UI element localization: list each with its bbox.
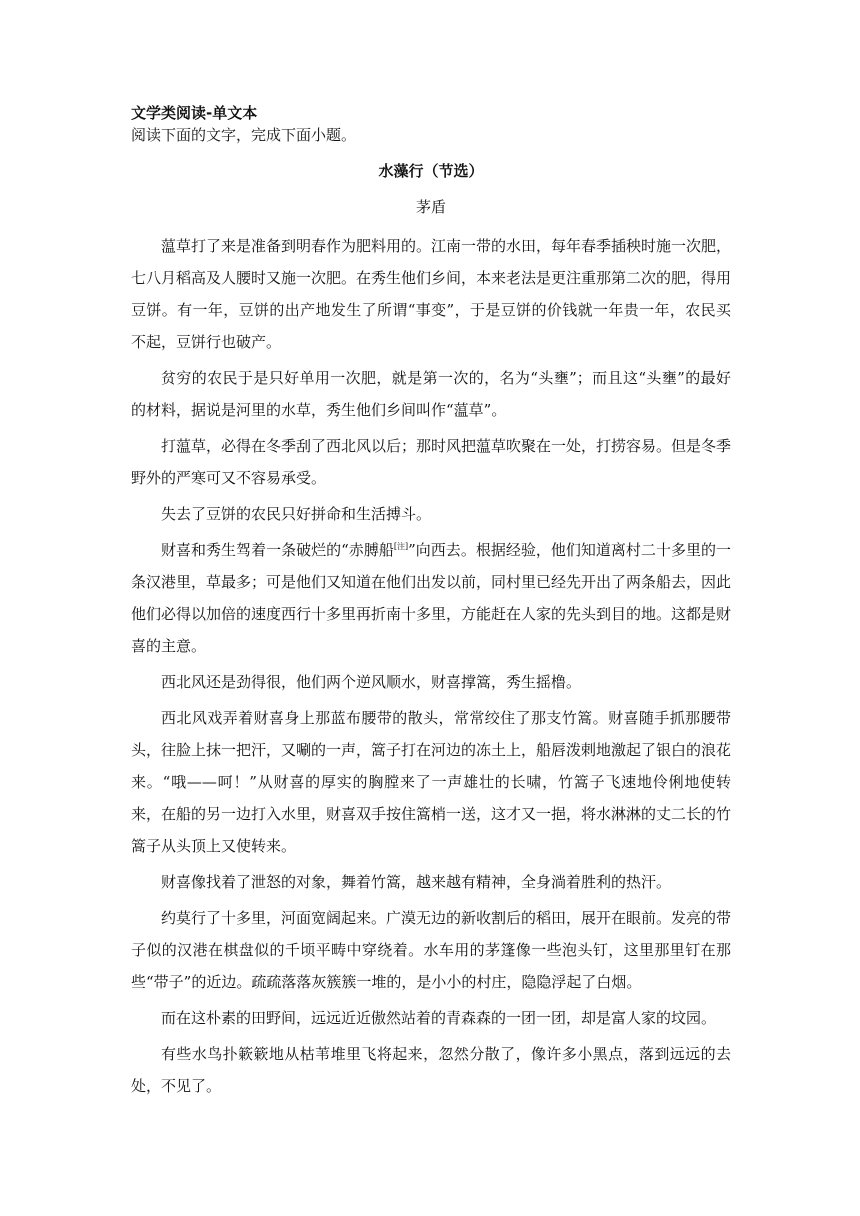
paragraph: 贫穷的农民于是只好单用一次肥，就是第一次的，名为“头壅”；而且这“头壅”的最好的材料，据说是河里的水草，秀生他们乡间叫作“蕰草”。 xyxy=(131,369,731,419)
paragraph-text: ”向西去。根据经验，他们知道离村二十多里的一条汉港里，草最多；可是他们又知道在他们出发以前，同村里已经先开出了两条船去，因此他们必得以加倍的速度西行十多里再折南十多里，方能赶在人家的先头到目的地。这都是财喜的主意。 xyxy=(131,541,732,655)
paragraph: 而在这朴素的田野间，远远近近傲然站着的青森森的一团一团，却是富人家的坟园。 xyxy=(161,1009,717,1027)
paragraph-with-note xyxy=(131,534,731,662)
article-title: 水藻行（节选） xyxy=(378,162,484,180)
paragraph: 西北风还是劲得很，他们两个逆风顺水，财喜撑篙，秀生摇橹。 xyxy=(161,673,582,691)
paragraph: 约莫行了十多里，河面宽阔起来。广漠无边的新收割后的稻田，展开在眼前。发亮的带子似的汉港在棋盘似的千顷平畴中穿绕着。水车用的茅篷像一些泡头钉，这里那里钉在那些“带子”的近边。疏疏落落灰簇簇一堆的，是小小的村庄，隐隐浮起了白烟。 xyxy=(131,909,732,991)
paragraph-text: 财喜和秀生驾着一条破烂的“赤膊船 xyxy=(161,541,394,559)
paragraph: 西北风戏弄着财喜身上那蓝布腰带的散头，常常绞住了那支竹篙。财喜随手抓那腰带头，往脸上抹一把汗，又唰的一声，篙子打在河边的冻土上，船唇泼剌地激起了银白的浪花来。“哦——呵！”从财喜的厚实的胸膛来了一声雄壮的长啸，竹篙子飞速地伶俐地使转来，在船的另一边打入水里，财喜双手按住篙梢一送，这才又一挹，将水淋淋的丈二长的竹篙子从头顶上又使转来。 xyxy=(131,709,732,855)
paragraph: 财喜像找着了泄怒的对象，舞着竹篙，越来越有精神，全身淌着胜利的热汗。 xyxy=(161,873,672,891)
instruction-text: 阅读下面的文字，完成下面小题。 xyxy=(131,126,357,144)
document-page xyxy=(131,102,731,1106)
section-heading: 文学类阅读-单文本 xyxy=(131,104,258,122)
paragraph: 打蕰草，必得在冬季刮了西北风以后；那时风把蕰草吹聚在一处，打捞容易。但是冬季野外的严寒可又不容易承受。 xyxy=(131,437,732,487)
article-author: 茅盾 xyxy=(415,198,446,216)
paragraph: 有些水鸟扑簌簌地从枯苇堆里飞将起来，忽然分散了，像许多小黑点，落到远远的去处，不见了。 xyxy=(131,1045,731,1095)
footnote-reference[interactable]: [注] xyxy=(393,542,409,551)
paragraph: 失去了豆饼的农民只好拼命和生活搏斗。 xyxy=(161,505,432,523)
paragraph: 蕰草打了来是准备到明春作为肥料用的。江南一带的水田，每年春季插秧时施一次肥，七八月稻高及人腰时又施一次肥。在秀生他们乡间，本来老法是更注重那第二次的肥，得用豆饼。有一年，豆饼的出产地发生了所谓“事变”，于是豆饼的价钱就一年贵一年，农民买不起，豆饼行也破产。 xyxy=(131,237,732,351)
